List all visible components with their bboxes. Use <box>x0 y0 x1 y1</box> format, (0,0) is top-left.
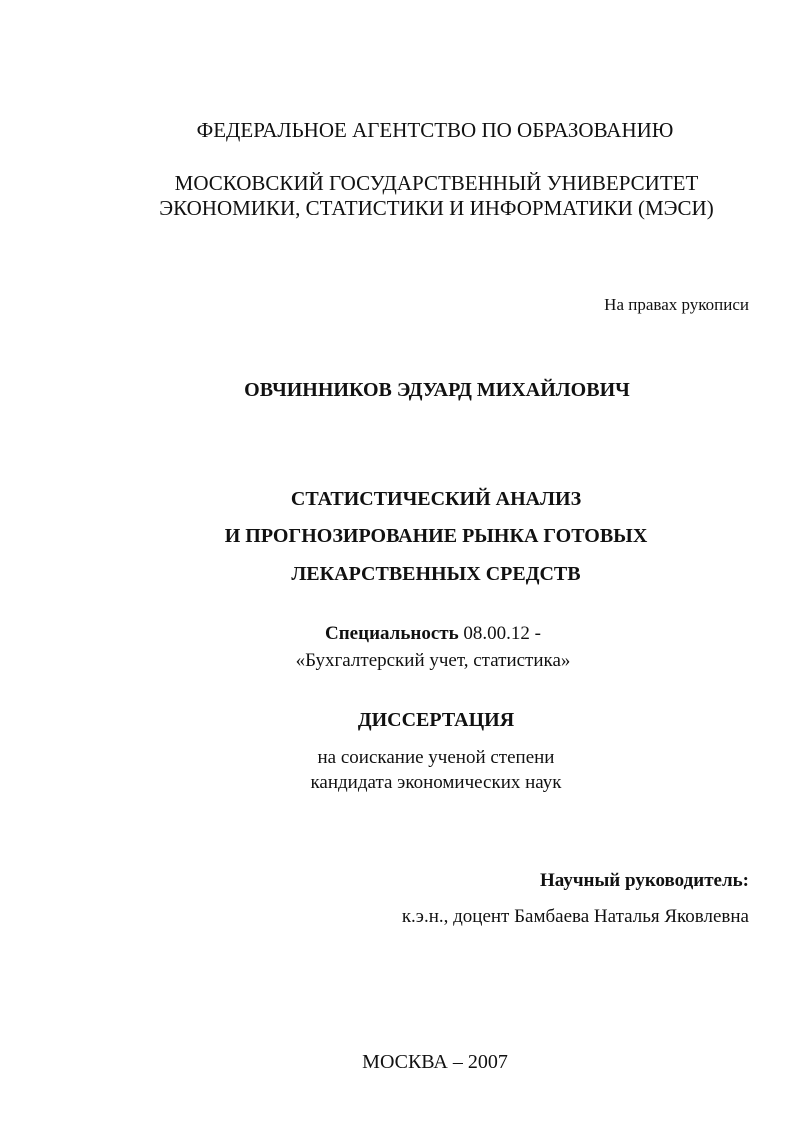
manuscript-note: На правах рукописи <box>604 295 749 314</box>
degree-line-2: кандидата экономических наук <box>310 772 562 793</box>
degree-line-1: на соискание ученой степени <box>317 747 555 768</box>
supervisor-name: к.э.н., доцент Бамбаева Наталья Яковлевна <box>401 906 749 927</box>
university-name-line-2: ЭКОНОМИКИ, СТАТИСТИКИ И ИНФОРМАТИКИ (МЭСИ) <box>159 196 714 220</box>
supervisor-label: Научный руководитель: <box>540 870 749 891</box>
specialty-label: Специальность <box>325 623 459 644</box>
work-type: ДИССЕРТАЦИЯ <box>357 709 515 731</box>
specialty-line <box>0 623 793 645</box>
title-line-1: СТАТИСТИЧЕСКИЙ АНАЛИЗ <box>290 488 582 510</box>
specialty-name: «Бухгалтерский учет, статистика» <box>295 650 571 671</box>
agency-name: ФЕДЕРАЛЬНОЕ АГЕНТСТВО ПО ОБРАЗОВАНИЮ <box>196 118 674 142</box>
city-year: МОСКВА – 2007 <box>362 1051 508 1073</box>
title-line-3: ЛЕКАРСТВЕННЫХ СРЕДСТВ <box>291 563 581 585</box>
university-name-line-1: МОСКОВСКИЙ ГОСУДАРСТВЕННЫЙ УНИВЕРСИТЕТ <box>174 171 699 195</box>
title-line-2: И ПРОГНОЗИРОВАНИЕ РЫНКА ГОТОВЫХ <box>224 525 648 547</box>
author-name: ОВЧИННИКОВ ЭДУАРД МИХАЙЛОВИЧ <box>244 379 630 401</box>
specialty-code: 08.00.12 - <box>458 623 541 644</box>
